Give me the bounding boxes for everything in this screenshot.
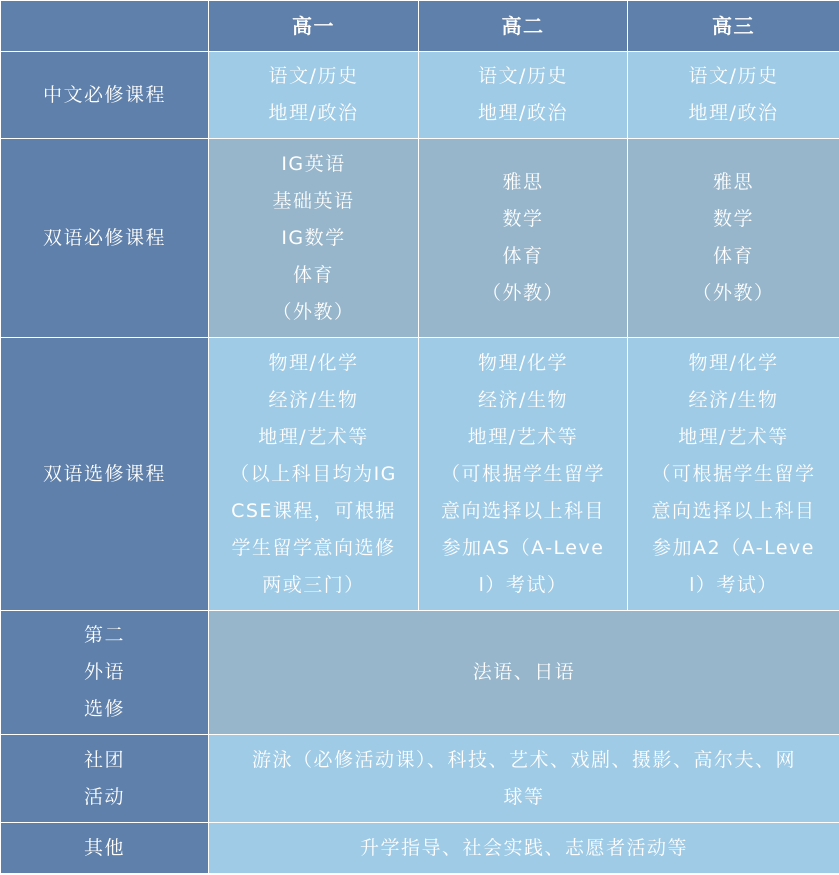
corner-cell [1, 1, 209, 52]
cell-bilingual-elective-grade-12: 物理/化学 经济/生物 地理/艺术等 （可根据学生留学 意向选择以上科目 参加A2（A-Leve l）考试） [628, 338, 839, 611]
table-row-second-language [1, 611, 839, 735]
row-label-bilingual-required: 双语必修课程 [1, 139, 209, 338]
cell-chinese-grade-11: 语文/历史 地理/政治 [419, 52, 628, 139]
table-row-clubs [1, 735, 839, 823]
cell-chinese-grade-12: 语文/历史 地理/政治 [628, 52, 839, 139]
cell-other: 升学指导、社会实践、志愿者活动等 [209, 823, 839, 874]
row-label-other: 其他 [1, 823, 209, 874]
cell-bilingual-elective-grade-11: 物理/化学 经济/生物 地理/艺术等 （可根据学生留学 意向选择以上科目 参加AS（A-Leve l）考试） [419, 338, 628, 611]
row-label-clubs: 社团 活动 [1, 735, 209, 823]
cell-bilingual-required-grade-11: 雅思 数学 体育 （外教） [419, 139, 628, 338]
cell-bilingual-required-grade-10: IG英语 基础英语 IG数学 体育 （外教） [209, 139, 419, 338]
table-row-chinese-required [1, 52, 839, 139]
row-label-second-language: 第二 外语 选修 [1, 611, 209, 735]
cell-chinese-grade-10: 语文/历史 地理/政治 [209, 52, 419, 139]
cell-bilingual-required-grade-12: 雅思 数学 体育 （外教） [628, 139, 839, 338]
table-row-bilingual-elective [1, 338, 839, 611]
column-header-grade-10: 高一 [209, 1, 419, 52]
column-header-grade-11: 高二 [419, 1, 628, 52]
row-label-bilingual-elective: 双语选修课程 [1, 338, 209, 611]
cell-bilingual-elective-grade-10: 物理/化学 经济/生物 地理/艺术等 （以上科目均为IG CSE课程，可根据 学生留学意向选修 两或三门） [209, 338, 419, 611]
row-label-chinese-required: 中文必修课程 [1, 52, 209, 139]
column-header-grade-12: 高三 [628, 1, 839, 52]
table-row-bilingual-required [1, 139, 839, 338]
cell-clubs: 游泳（必修活动课）、科技、艺术、戏剧、摄影、高尔夫、网 球等 [209, 735, 839, 823]
cell-second-language: 法语、日语 [209, 611, 839, 735]
header-row [1, 1, 839, 52]
table-row-other [1, 823, 839, 874]
